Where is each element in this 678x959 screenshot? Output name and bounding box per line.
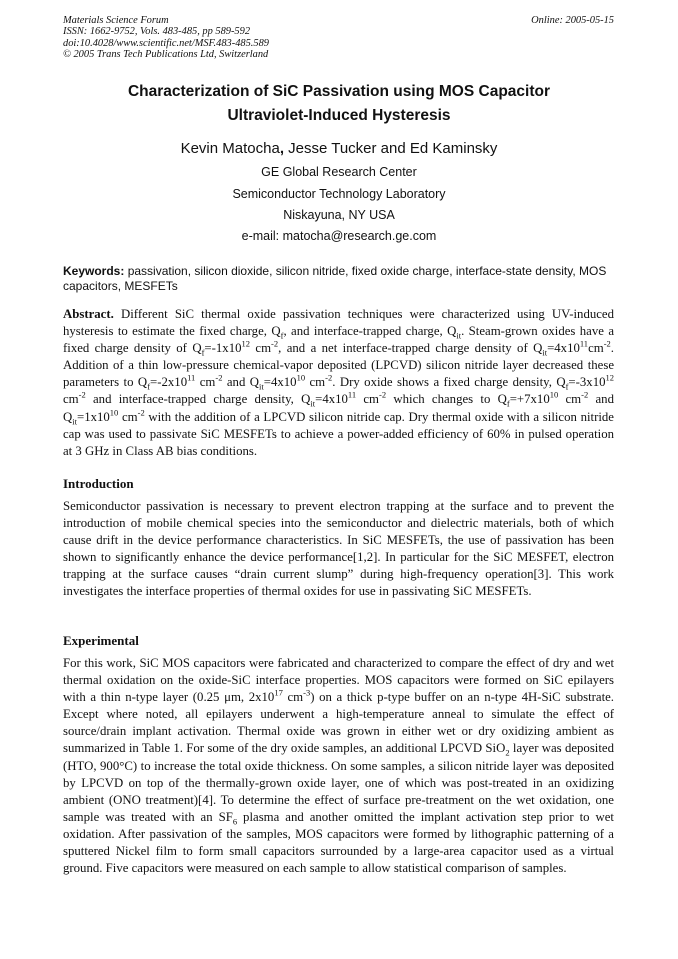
experimental-text-part: plasma and another omitted the implant activation step prior to wet oxidation. After passivation of the samples, MOS capacitors were formed by lithographic patterning of a sputtered Nickel film to form small capacitors surrounded by a large-area capacitor used as a virtual ground. Five capacitors were measured on each sample to allow statistical comparison of samples. — [63, 809, 614, 876]
abstract-label: Abstract. — [63, 307, 114, 321]
abstract-text: , and a net interface-trapped charge density of Q — [278, 341, 543, 356]
abstract-text: and Q — [222, 375, 260, 390]
keywords-label: Keywords: — [63, 264, 125, 278]
experimental-text-part: ) on a thick p-type buffer on an n-type 4H-SiC substrate. Except where noted, all epilayers underwent a high-temperature anneal to simulate the effect of source/drain implant activation. Thermal oxide was grown in either wet or dry oxidizing ambient as summarized in Table 1. For some of the dry oxide samples, an additional LPCVD SiO — [63, 690, 615, 756]
subscript: it — [542, 347, 548, 358]
abstract-text: which changes to Q — [386, 392, 507, 407]
superscript: 12 — [241, 338, 250, 349]
experimental-text-part: For this work, SiC MOS capacitors were fabricated and characterized to compare the effect of dry and wet thermal oxidation on the oxide-SiC interface properties. MOS capacitors were formed on SiC epilayers with a thin n-type layer (0.25 μm, 2x10 — [63, 656, 614, 705]
author-separator: , — [279, 140, 284, 157]
superscript: -2 — [379, 390, 387, 401]
affiliation-org: GE Global Research Center — [261, 165, 417, 179]
subscript: f — [147, 381, 151, 392]
superscript: -2 — [78, 390, 86, 401]
paper-title-line-2: Ultraviolet-Induced Hysteresis — [227, 107, 451, 124]
affiliation-lab: Semiconductor Technology Laboratory — [232, 187, 446, 201]
abstract-text: cm — [63, 392, 79, 407]
superscript: 11 — [187, 373, 196, 384]
other-authors: Jesse Tucker and Ed Kaminsky — [283, 140, 498, 157]
experimental-text-part: layer was deposited (HTO, 900°C) to increase the total oxide thickness. On some samples, a silicon nitride layer was deposited by LPCVD on top of the thermally-grown oxide layer, one of which was post-treated in an oxidizing ambient (ONO treatment)[4]. To determine the effect of surface pre-treatment on the wet oxidation, one sample was treated with an SF — [63, 741, 614, 824]
subscript: it — [456, 330, 462, 341]
abstract-text: . Dry oxide shows a fixed charge density, Q — [332, 375, 566, 390]
abstract-text: =-2x10 — [150, 375, 188, 390]
subscript: f — [506, 399, 510, 410]
introduction-text: Semiconductor passivation is necessary to prevent electron trapping at the surface and to prevent the introduction of mobile chemical species into the semiconductor and dielectric materials, both of which cause drift in the device performance characteristics. In SiC MESFETs, the use of passivation has been shown to significantly enhance the device performance[1,2]. In particular for the SiC MESFET, electron trapping at the surface causes “drain current slump” during high-frequency operation[3]. This work investigates the interface properties of thermal oxides for use in passivating SiC MESFETs. — [63, 499, 614, 599]
abstract-text: cm — [305, 375, 326, 390]
subscript: f — [201, 347, 205, 358]
subscript: it — [259, 381, 264, 392]
superscript: 10 — [109, 407, 119, 418]
abstract-text: =-1x10 — [204, 341, 242, 356]
superscript: -2 — [137, 407, 145, 418]
abstract-text: Different SiC thermal oxide passivation techniques were characterized using UV-induced hysteresis to estimate the fixed charge, Q — [63, 307, 614, 339]
superscript: 11 — [347, 390, 357, 401]
abstract-text: =4x10 — [315, 392, 348, 407]
online-date: Online: 2005-05-15 — [531, 15, 614, 26]
issn-line: ISSN: 1662-9752, Vols. 483-485, pp 589-592 — [63, 26, 251, 38]
superscript: 11 — [579, 338, 589, 349]
superscript: 10 — [296, 373, 306, 384]
subscript: it — [72, 416, 77, 427]
superscript: -2 — [271, 338, 279, 349]
superscript: 10 — [549, 390, 559, 401]
superscript: -2 — [581, 390, 589, 401]
author-email: e-mail: matocha@research.ge.com — [241, 229, 437, 243]
experimental-text — [63, 655, 614, 877]
affiliation-city: Niskayuna, NY USA — [283, 208, 395, 222]
doi-line: doi:10.4028/www.scientific.net/MSF.483-485.589 — [63, 37, 269, 49]
abstract-text: =4x10 — [263, 375, 297, 390]
abstract-text: =-3x10 — [568, 375, 606, 390]
abstract-text: with the addition of a LPCVD silicon nitride cap. Dry thermal oxide with a silicon nitride cap was used to passivate SiC MESFETs to achieve a power-added efficiency of 60% in pulsed operation at 3 GHz in Class AB bias conditions. — [63, 409, 614, 458]
abstract-text: cm — [356, 392, 380, 407]
superscript: -2 — [215, 373, 223, 384]
abstract — [63, 306, 614, 460]
abstract-text: . Addition of a thin low-pressure chemical-vapor deposited (LPCVD) silicon nitride layer decreased these parameters to Q — [63, 341, 614, 390]
superscript: 17 — [274, 687, 283, 698]
abstract-text: cm — [118, 409, 138, 424]
keywords-text: passivation, silicon dioxide, silicon nitride, fixed oxide charge, interface-state density, MOS capacitors, MESFETs — [63, 264, 607, 293]
introduction-heading: Introduction — [63, 476, 134, 491]
subscript: 2 — [505, 748, 510, 759]
subscript: f — [565, 381, 569, 392]
abstract-text: =1x10 — [76, 409, 110, 424]
subscript: it — [310, 399, 316, 410]
paper-title-line-1: Characterization of SiC Passivation using MOS Capacitor — [127, 83, 551, 100]
experimental-text-part: cm — [282, 690, 304, 705]
copyright-line: © 2005 Trans Tech Publications Ltd, Switzerland — [63, 49, 269, 61]
author-list — [0, 140, 678, 157]
abstract-text: . Steam-grown oxides have a fixed charge density of Q — [63, 324, 614, 356]
experimental-heading: Experimental — [63, 633, 139, 648]
keywords — [63, 264, 614, 293]
abstract-text: , and interface-trapped charge, Q — [283, 324, 457, 339]
superscript: 12 — [605, 373, 614, 384]
abstract-text: and Q — [63, 392, 614, 424]
abstract-text: =4x10 — [547, 341, 580, 356]
abstract-text: and interface-trapped charge density, Q — [85, 392, 311, 407]
abstract-text: =+7x10 — [509, 392, 550, 407]
abstract-text: cm — [195, 375, 216, 390]
abstract-text: cm — [250, 341, 272, 356]
subscript: 6 — [232, 816, 238, 827]
journal-name: Materials Science Forum — [63, 15, 169, 26]
author-1: Kevin Matocha — [180, 140, 280, 157]
journal-header — [63, 15, 269, 61]
abstract-text: cm — [588, 341, 604, 356]
subscript: f — [280, 330, 284, 341]
superscript: -3 — [303, 687, 311, 698]
superscript: -2 — [603, 338, 611, 349]
superscript: -2 — [325, 373, 333, 384]
abstract-text: cm — [558, 392, 582, 407]
